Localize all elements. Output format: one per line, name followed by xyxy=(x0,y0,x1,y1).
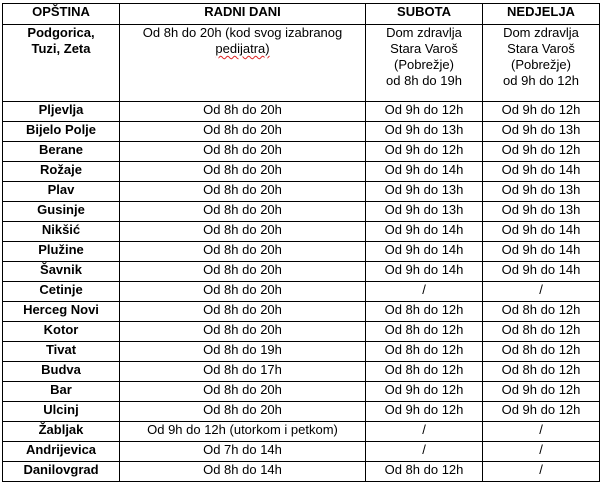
sunday-cell: Od 9h do 14h xyxy=(483,162,600,182)
weekdays-line: pedijatra) xyxy=(215,41,270,56)
table-row xyxy=(3,322,600,342)
table-row xyxy=(3,362,600,382)
weekdays-cell: Od 8h do 20h xyxy=(120,102,366,122)
header-weekdays: RADNI DANI xyxy=(120,4,366,25)
table-row xyxy=(3,142,600,162)
sunday-cell: Od 9h do 13h xyxy=(483,122,600,142)
weekdays-cell: Od 8h do 20h xyxy=(120,402,366,422)
city-cell: Nikšić xyxy=(3,222,120,242)
weekdays-cell: Od 8h do 20h xyxy=(120,162,366,182)
city-cell: Bijelo Polje xyxy=(3,122,120,142)
saturday-cell: / xyxy=(366,442,483,462)
weekdays-cell: Od 8h do 17h xyxy=(120,362,366,382)
saturday-cell: Od 9h do 12h xyxy=(366,382,483,402)
saturday-cell: Od 9h do 13h xyxy=(366,182,483,202)
sunday-cell: / xyxy=(483,282,600,302)
saturday-line: Dom zdravlja xyxy=(386,25,462,40)
sunday-cell: Od 9h do 12h xyxy=(483,142,600,162)
table-row xyxy=(3,122,600,142)
city-cell: Žabljak xyxy=(3,422,120,442)
weekdays-cell: Od 8h do 20h xyxy=(120,142,366,162)
table-row xyxy=(3,242,600,262)
weekdays-cell: Od 8h do 20h xyxy=(120,382,366,402)
city-cell: Pljevlja xyxy=(3,102,120,122)
schedule-table xyxy=(2,3,600,482)
saturday-cell: Od 9h do 12h xyxy=(366,402,483,422)
city-cell: Tivat xyxy=(3,342,120,362)
city-cell: Gusinje xyxy=(3,202,120,222)
sunday-cell xyxy=(483,25,600,102)
sunday-cell: Od 9h do 13h xyxy=(483,202,600,222)
saturday-cell: Od 8h do 12h xyxy=(366,342,483,362)
table-row xyxy=(3,102,600,122)
saturday-cell: Od 8h do 12h xyxy=(366,322,483,342)
weekdays-cell: Od 8h do 20h xyxy=(120,262,366,282)
weekdays-line: Od 8h do 20h (kod svog izabranog xyxy=(142,25,343,40)
city-cell: Rožaje xyxy=(3,162,120,182)
city-cell: Plužine xyxy=(3,242,120,262)
saturday-cell: Od 8h do 12h xyxy=(366,362,483,382)
city-cell: Kotor xyxy=(3,322,120,342)
sunday-line: Dom zdravlja xyxy=(503,25,579,40)
sunday-cell: Od 8h do 12h xyxy=(483,322,600,342)
saturday-cell: Od 8h do 12h xyxy=(366,462,483,482)
city-line: Tuzi, Zeta xyxy=(31,41,91,56)
saturday-cell: Od 9h do 14h xyxy=(366,162,483,182)
table-row xyxy=(3,342,600,362)
table-row xyxy=(3,222,600,242)
saturday-line: (Pobrežje) xyxy=(394,57,454,72)
weekdays-cell: Od 8h do 20h xyxy=(120,282,366,302)
saturday-cell: Od 9h do 13h xyxy=(366,202,483,222)
saturday-cell xyxy=(366,25,483,102)
city-cell: Bar xyxy=(3,382,120,402)
city-cell: Šavnik xyxy=(3,262,120,282)
saturday-cell: / xyxy=(366,422,483,442)
saturday-cell: Od 9h do 14h xyxy=(366,242,483,262)
weekdays-cell: Od 8h do 20h xyxy=(120,122,366,142)
sunday-cell: Od 9h do 13h xyxy=(483,182,600,202)
table-row xyxy=(3,282,600,302)
table-row xyxy=(3,182,600,202)
sunday-cell: Od 9h do 14h xyxy=(483,242,600,262)
weekdays-cell: Od 8h do 20h xyxy=(120,222,366,242)
sunday-cell: Od 9h do 12h xyxy=(483,382,600,402)
table-row xyxy=(3,202,600,222)
table-row xyxy=(3,262,600,282)
sunday-line: Stara Varoš xyxy=(507,41,575,56)
table-row-podgorica xyxy=(3,25,600,102)
saturday-line: od 8h do 19h xyxy=(386,73,462,88)
weekdays-cell: Od 8h do 20h xyxy=(120,322,366,342)
header-saturday: SUBOTA xyxy=(366,4,483,25)
city-cell: Andrijevica xyxy=(3,442,120,462)
sunday-cell: / xyxy=(483,422,600,442)
table-row xyxy=(3,442,600,462)
weekdays-cell: Od 8h do 19h xyxy=(120,342,366,362)
saturday-cell: Od 8h do 12h xyxy=(366,302,483,322)
weekdays-cell: Od 7h do 14h xyxy=(120,442,366,462)
city-cell: Ulcinj xyxy=(3,402,120,422)
weekdays-cell xyxy=(120,25,366,102)
saturday-cell: Od 9h do 14h xyxy=(366,262,483,282)
table-row xyxy=(3,422,600,442)
city-cell xyxy=(3,25,120,102)
city-cell: Berane xyxy=(3,142,120,162)
city-cell: Cetinje xyxy=(3,282,120,302)
sunday-cell: Od 9h do 12h xyxy=(483,402,600,422)
weekdays-cell: Od 8h do 20h xyxy=(120,202,366,222)
weekdays-cell: Od 8h do 20h xyxy=(120,302,366,322)
city-cell: Danilovgrad xyxy=(3,462,120,482)
weekdays-cell: Od 9h do 12h (utorkom i petkom) xyxy=(120,422,366,442)
sunday-cell: / xyxy=(483,462,600,482)
saturday-cell: / xyxy=(366,282,483,302)
weekdays-cell: Od 8h do 14h xyxy=(120,462,366,482)
city-cell: Budva xyxy=(3,362,120,382)
sunday-cell: Od 8h do 12h xyxy=(483,302,600,322)
sunday-cell: / xyxy=(483,442,600,462)
header-row xyxy=(3,4,600,25)
table-row xyxy=(3,302,600,322)
table-row xyxy=(3,402,600,422)
table-row xyxy=(3,382,600,402)
saturday-cell: Od 9h do 12h xyxy=(366,142,483,162)
header-sunday: NEDJELJA xyxy=(483,4,600,25)
weekdays-cell: Od 8h do 20h xyxy=(120,242,366,262)
sunday-line: (Pobrežje) xyxy=(511,57,571,72)
table-row xyxy=(3,462,600,482)
sunday-cell: Od 9h do 12h xyxy=(483,102,600,122)
sunday-cell: Od 8h do 12h xyxy=(483,342,600,362)
city-cell: Plav xyxy=(3,182,120,202)
header-municipality: OPŠTINA xyxy=(3,4,120,25)
sunday-cell: Od 8h do 12h xyxy=(483,362,600,382)
city-line: Podgorica, xyxy=(27,25,95,40)
city-cell: Herceg Novi xyxy=(3,302,120,322)
sunday-cell: Od 9h do 14h xyxy=(483,222,600,242)
weekdays-cell: Od 8h do 20h xyxy=(120,182,366,202)
saturday-cell: Od 9h do 13h xyxy=(366,122,483,142)
saturday-cell: Od 9h do 14h xyxy=(366,222,483,242)
sunday-cell: Od 9h do 14h xyxy=(483,262,600,282)
saturday-cell: Od 9h do 12h xyxy=(366,102,483,122)
sunday-line: od 9h do 12h xyxy=(503,73,579,88)
saturday-line: Stara Varoš xyxy=(390,41,458,56)
table-row xyxy=(3,162,600,182)
